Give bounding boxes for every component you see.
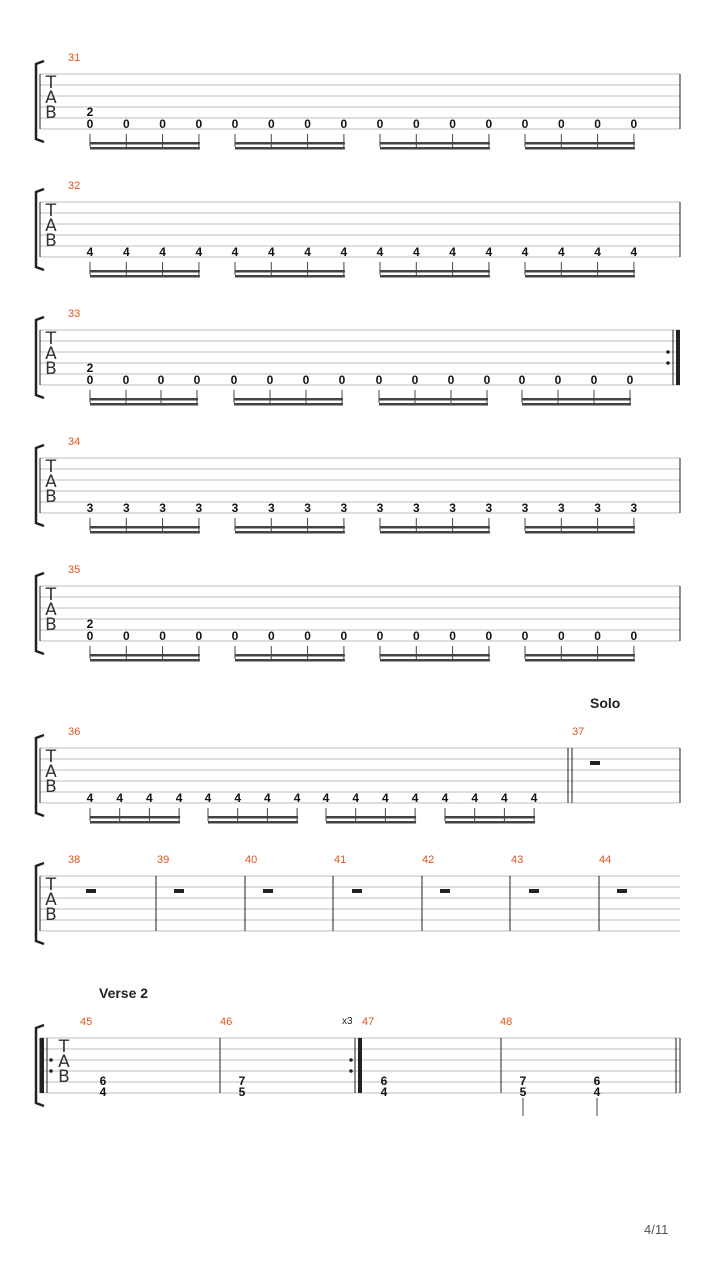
beam [90,526,200,529]
fret-number: 0 [411,373,419,387]
measure-number: 46 [220,1016,233,1028]
fret-number: 0 [86,117,94,131]
fret-number: 4 [630,245,638,259]
fret-number: 6 [99,1074,107,1088]
beam [326,816,416,819]
fret-number: 4 [204,791,212,805]
tab-system [36,308,680,406]
beam [380,147,490,150]
fret-number: 3 [521,501,529,515]
fret-number: 7 [519,1074,527,1088]
beam [522,398,631,401]
fret-number: 4 [322,791,330,805]
fret-number: 0 [304,117,311,131]
tab-clef-b: B [58,1067,70,1087]
measure-number: 40 [245,854,258,866]
fret-number: 0 [449,117,456,131]
fret-number: 4 [122,245,130,259]
beam [380,142,490,145]
fret-number: 0 [376,117,384,131]
measure-number: 48 [500,1016,513,1028]
fret-number: 0 [412,629,420,643]
measure-number: 35 [68,564,81,576]
beam [90,142,200,145]
beam [379,403,488,406]
measure-number: 42 [422,854,435,866]
rest-symbol [529,889,539,893]
fret-number: 0 [521,629,529,643]
fret-number: 0 [630,629,638,643]
fret-number: 0 [485,629,493,643]
tab-clef-b: B [45,231,57,251]
fret-number: 3 [376,501,384,515]
fret-number: 4 [267,245,275,259]
measure-number: 47 [362,1016,375,1028]
tab-clef-t: T [45,201,57,221]
beam [380,659,490,662]
tab-clef-a: A [45,600,57,620]
fret-number: 0 [302,373,310,387]
fret-number: 4 [146,791,153,805]
tab-clef-t: T [45,329,57,349]
fret-number: 4 [116,791,124,805]
fret-number: 0 [195,117,203,131]
beam [235,526,345,529]
repeat-dot [349,1058,353,1062]
fret-number: 3 [557,501,565,515]
fret-number: 4 [159,245,166,259]
fret-number: 0 [626,373,634,387]
measure-number: 37 [572,726,585,738]
fret-number: 0 [594,629,601,643]
fret-number: 3 [267,501,275,515]
rest-symbol [86,889,96,893]
fret-number: 0 [338,373,346,387]
tab-clef-b: B [45,487,57,507]
fret-number: 0 [594,117,601,131]
tab-clef-a: A [45,344,57,364]
fret-number: 4 [352,791,360,805]
tab-system [36,854,680,944]
beam [525,275,635,278]
fret-number: 4 [175,791,183,805]
fret-number: 0 [518,373,526,387]
beam [525,147,635,150]
fret-number: 0 [340,629,348,643]
fret-number: 0 [267,629,275,643]
tab-system [36,180,680,278]
fret-number: 4 [304,245,311,259]
beam [208,821,298,824]
beam [90,821,180,824]
tab-clef-t: T [58,1037,70,1057]
fret-number: 6 [593,1074,601,1088]
beam [235,275,345,278]
fret-number: 3 [340,501,348,515]
tab-clef-b: B [45,103,57,123]
fret-number: 4 [99,1085,107,1099]
repeat-barline-thick [676,330,680,385]
fret-number: 4 [195,245,203,259]
section-label: Solo [590,695,621,711]
measure-number: 44 [599,854,612,866]
fret-number: 0 [557,629,565,643]
fret-number: 4 [86,791,94,805]
fret-number: 3 [630,501,638,515]
repeat-dot [666,361,670,365]
fret-number: 0 [159,629,166,643]
beam [234,403,343,406]
beam [90,147,200,150]
fret-number: 0 [485,117,493,131]
beam [380,275,490,278]
tab-clef-b: B [45,359,57,379]
fret-number: 6 [380,1074,388,1088]
beam [525,531,635,534]
repeat-dot [49,1069,53,1073]
beam [525,142,635,145]
fret-number: 3 [412,501,420,515]
fret-number: 4 [234,791,242,805]
beam [380,654,490,657]
fret-number: 4 [86,245,94,259]
rest-symbol [440,889,450,893]
tab-clef-a: A [58,1052,70,1072]
fret-number: 0 [231,629,239,643]
fret-number: 3 [231,501,239,515]
repeat-dot [349,1069,353,1073]
fret-number: 0 [86,373,94,387]
tab-clef-t: T [45,457,57,477]
beam [445,821,535,824]
fret-number: 4 [264,791,271,805]
fret-number: 4 [471,791,479,805]
fret-number: 0 [412,117,420,131]
beam [90,275,200,278]
tab-clef-b: B [45,615,57,635]
fret-number: 0 [375,373,383,387]
fret-number: 4 [485,245,493,259]
fret-number: 2 [86,617,94,631]
beam [235,654,345,657]
beam [90,531,200,534]
rest-symbol [590,761,600,765]
fret-number: 0 [340,117,348,131]
beam [234,398,343,401]
tab-clef-t: T [45,875,57,895]
fret-number: 0 [122,117,130,131]
fret-number: 4 [231,245,239,259]
beam [525,659,635,662]
beam [90,659,200,662]
beam [90,816,180,819]
measure-number: 32 [68,180,81,192]
beam [90,403,198,406]
beam [379,398,488,401]
fret-number: 4 [593,1085,601,1099]
fret-number: 0 [193,373,201,387]
measure-number: 45 [80,1016,93,1028]
tab-system [36,695,680,824]
fret-number: 0 [122,373,130,387]
fret-number: 7 [238,1074,246,1088]
measure-number: 39 [157,854,170,866]
fret-number: 0 [521,117,529,131]
tab-clef-a: A [45,88,57,108]
beam [90,654,200,657]
fret-number: 5 [519,1085,527,1099]
fret-number: 4 [382,791,389,805]
fret-number: 4 [557,245,565,259]
rest-symbol [174,889,184,893]
fret-number: 4 [441,791,449,805]
beam [380,270,490,273]
fret-number: 0 [122,629,130,643]
beam [522,403,631,406]
tab-clef-a: A [45,890,57,910]
tab-clef-t: T [45,73,57,93]
rest-symbol [352,889,362,893]
fret-number: 3 [159,501,166,515]
rest-symbol [617,889,627,893]
beam [235,142,345,145]
fret-number: 0 [447,373,455,387]
fret-number: 0 [157,373,165,387]
fret-number: 0 [231,117,239,131]
beam [90,270,200,273]
beam [235,270,345,273]
fret-number: 4 [449,245,456,259]
beam [380,531,490,534]
fret-number: 3 [195,501,203,515]
tab-system [36,564,680,662]
fret-number: 0 [159,117,166,131]
beam [326,821,416,824]
fret-number: 4 [412,245,420,259]
beam [380,526,490,529]
fret-number: 0 [590,373,598,387]
beam [235,659,345,662]
fret-number: 0 [266,373,274,387]
fret-number: 0 [449,629,456,643]
tab-system [36,52,680,150]
tab-clef-a: A [45,762,57,782]
page-number: 4/11 [644,1222,669,1237]
tab-clef-t: T [45,585,57,605]
section-label: Verse 2 [99,985,149,1001]
beam [525,654,635,657]
fret-number: 4 [530,791,538,805]
tab-system [36,436,680,534]
fret-number: 0 [304,629,311,643]
measure-number: 31 [68,52,81,64]
fret-number: 3 [449,501,456,515]
tab-clef-a: A [45,216,57,236]
rest-symbol [263,889,273,893]
beam [235,147,345,150]
fret-number: 0 [195,629,203,643]
beam [445,816,535,819]
measure-number: 43 [511,854,524,866]
tab-system [36,985,680,1116]
fret-number: 4 [340,245,348,259]
fret-number: 4 [293,791,301,805]
fret-number: 0 [554,373,562,387]
beam [235,531,345,534]
repeat-dot [49,1058,53,1062]
fret-number: 3 [122,501,130,515]
measure-number: 38 [68,854,81,866]
fret-number: 4 [594,245,601,259]
fret-number: 0 [376,629,384,643]
beam [525,526,635,529]
beam [208,816,298,819]
fret-number: 0 [86,629,94,643]
fret-number: 0 [557,117,565,131]
fret-number: 4 [380,1085,388,1099]
fret-number: 2 [86,361,94,375]
beam [90,398,198,401]
fret-number: 3 [485,501,493,515]
fret-number: 4 [501,791,508,805]
fret-number: 2 [86,105,94,119]
measure-number: 36 [68,726,81,738]
tab-clef-t: T [45,747,57,767]
beam [525,270,635,273]
fret-number: 0 [483,373,491,387]
fret-number: 0 [267,117,275,131]
repeat-dot [666,350,670,354]
repeat-barline-thick [40,1038,44,1093]
fret-number: 3 [594,501,601,515]
fret-number: 3 [304,501,311,515]
fret-number: 4 [411,791,419,805]
fret-number: 0 [230,373,238,387]
tab-clef-b: B [45,777,57,797]
repeat-count: x3 [342,1016,353,1027]
measure-number: 41 [334,854,347,866]
fret-number: 5 [238,1085,246,1099]
measure-number: 34 [68,436,81,448]
tab-clef-b: B [45,905,57,925]
tab-clef-a: A [45,472,57,492]
measure-number: 33 [68,308,81,320]
repeat-barline-thick [358,1038,362,1093]
fret-number: 4 [521,245,529,259]
fret-number: 0 [630,117,638,131]
fret-number: 3 [86,501,94,515]
fret-number: 4 [376,245,384,259]
